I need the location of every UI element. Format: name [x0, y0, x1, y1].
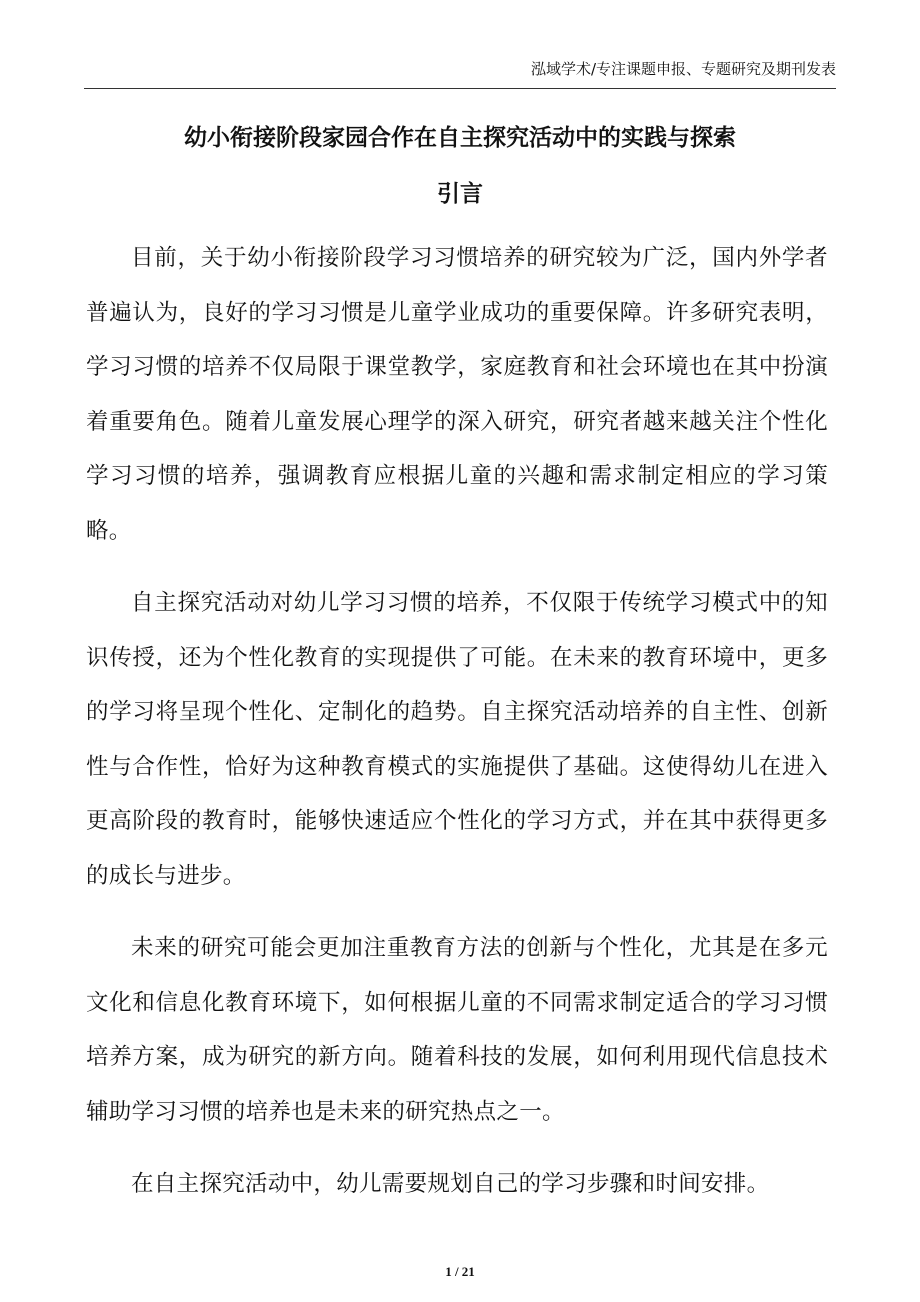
page-number: 1 / 21: [445, 1264, 475, 1279]
paragraph: 未来的研究可能会更加注重教育方法的创新与个性化，尤其是在多元文化和信息化教育环境下，如何根据儿童的不同需求制定适合的学习习惯培养方案，成为研究的新方向。随着科技的发展，如何利用现代信息技术辅助学习习惯的培养也是未来的研究热点之一。: [86, 935, 828, 1125]
section-heading: 引言: [437, 181, 483, 207]
paragraph: 目前，关于幼小衔接阶段学习习惯培养的研究较为广泛，国内外学者普遍认为，良好的学习习惯是儿童学业成功的重要保障。许多研究表明，学习习惯的培养不仅局限于课堂教学，家庭教育和社会环境也在其中扮演着重要角色。随着儿童发展心理学的深入研究，研究者越来越关注个性化学习习惯的培养，强调教育应根据儿童的兴趣和需求制定相应的学习策略。: [86, 245, 828, 544]
document-body: [86, 231, 828, 1230]
document-title: 幼小衔接阶段家园合作在自主探究活动中的实践与探索: [184, 125, 736, 151]
header-divider: [84, 88, 836, 89]
page-header: 泓域学术/专注课题申报、专题研究及期刊发表: [530, 60, 836, 78]
paragraph: 自主探究活动对幼儿学习习惯的培养，不仅限于传统学习模式中的知识传授，还为个性化教育的实现提供了可能。在未来的教育环境中，更多的学习将呈现个性化、定制化的趋势。自主探究活动培养的自主性、创新性与合作性，恰好为这种教育模式的实施提供了基础。这使得幼儿在进入更高阶段的教育时，能够快速适应个性化的学习方式，并在其中获得更多的成长与进步。: [86, 590, 828, 889]
paragraph: 在自主探究活动中，幼儿需要规划自己的学习步骤和时间安排。: [131, 1171, 770, 1197]
